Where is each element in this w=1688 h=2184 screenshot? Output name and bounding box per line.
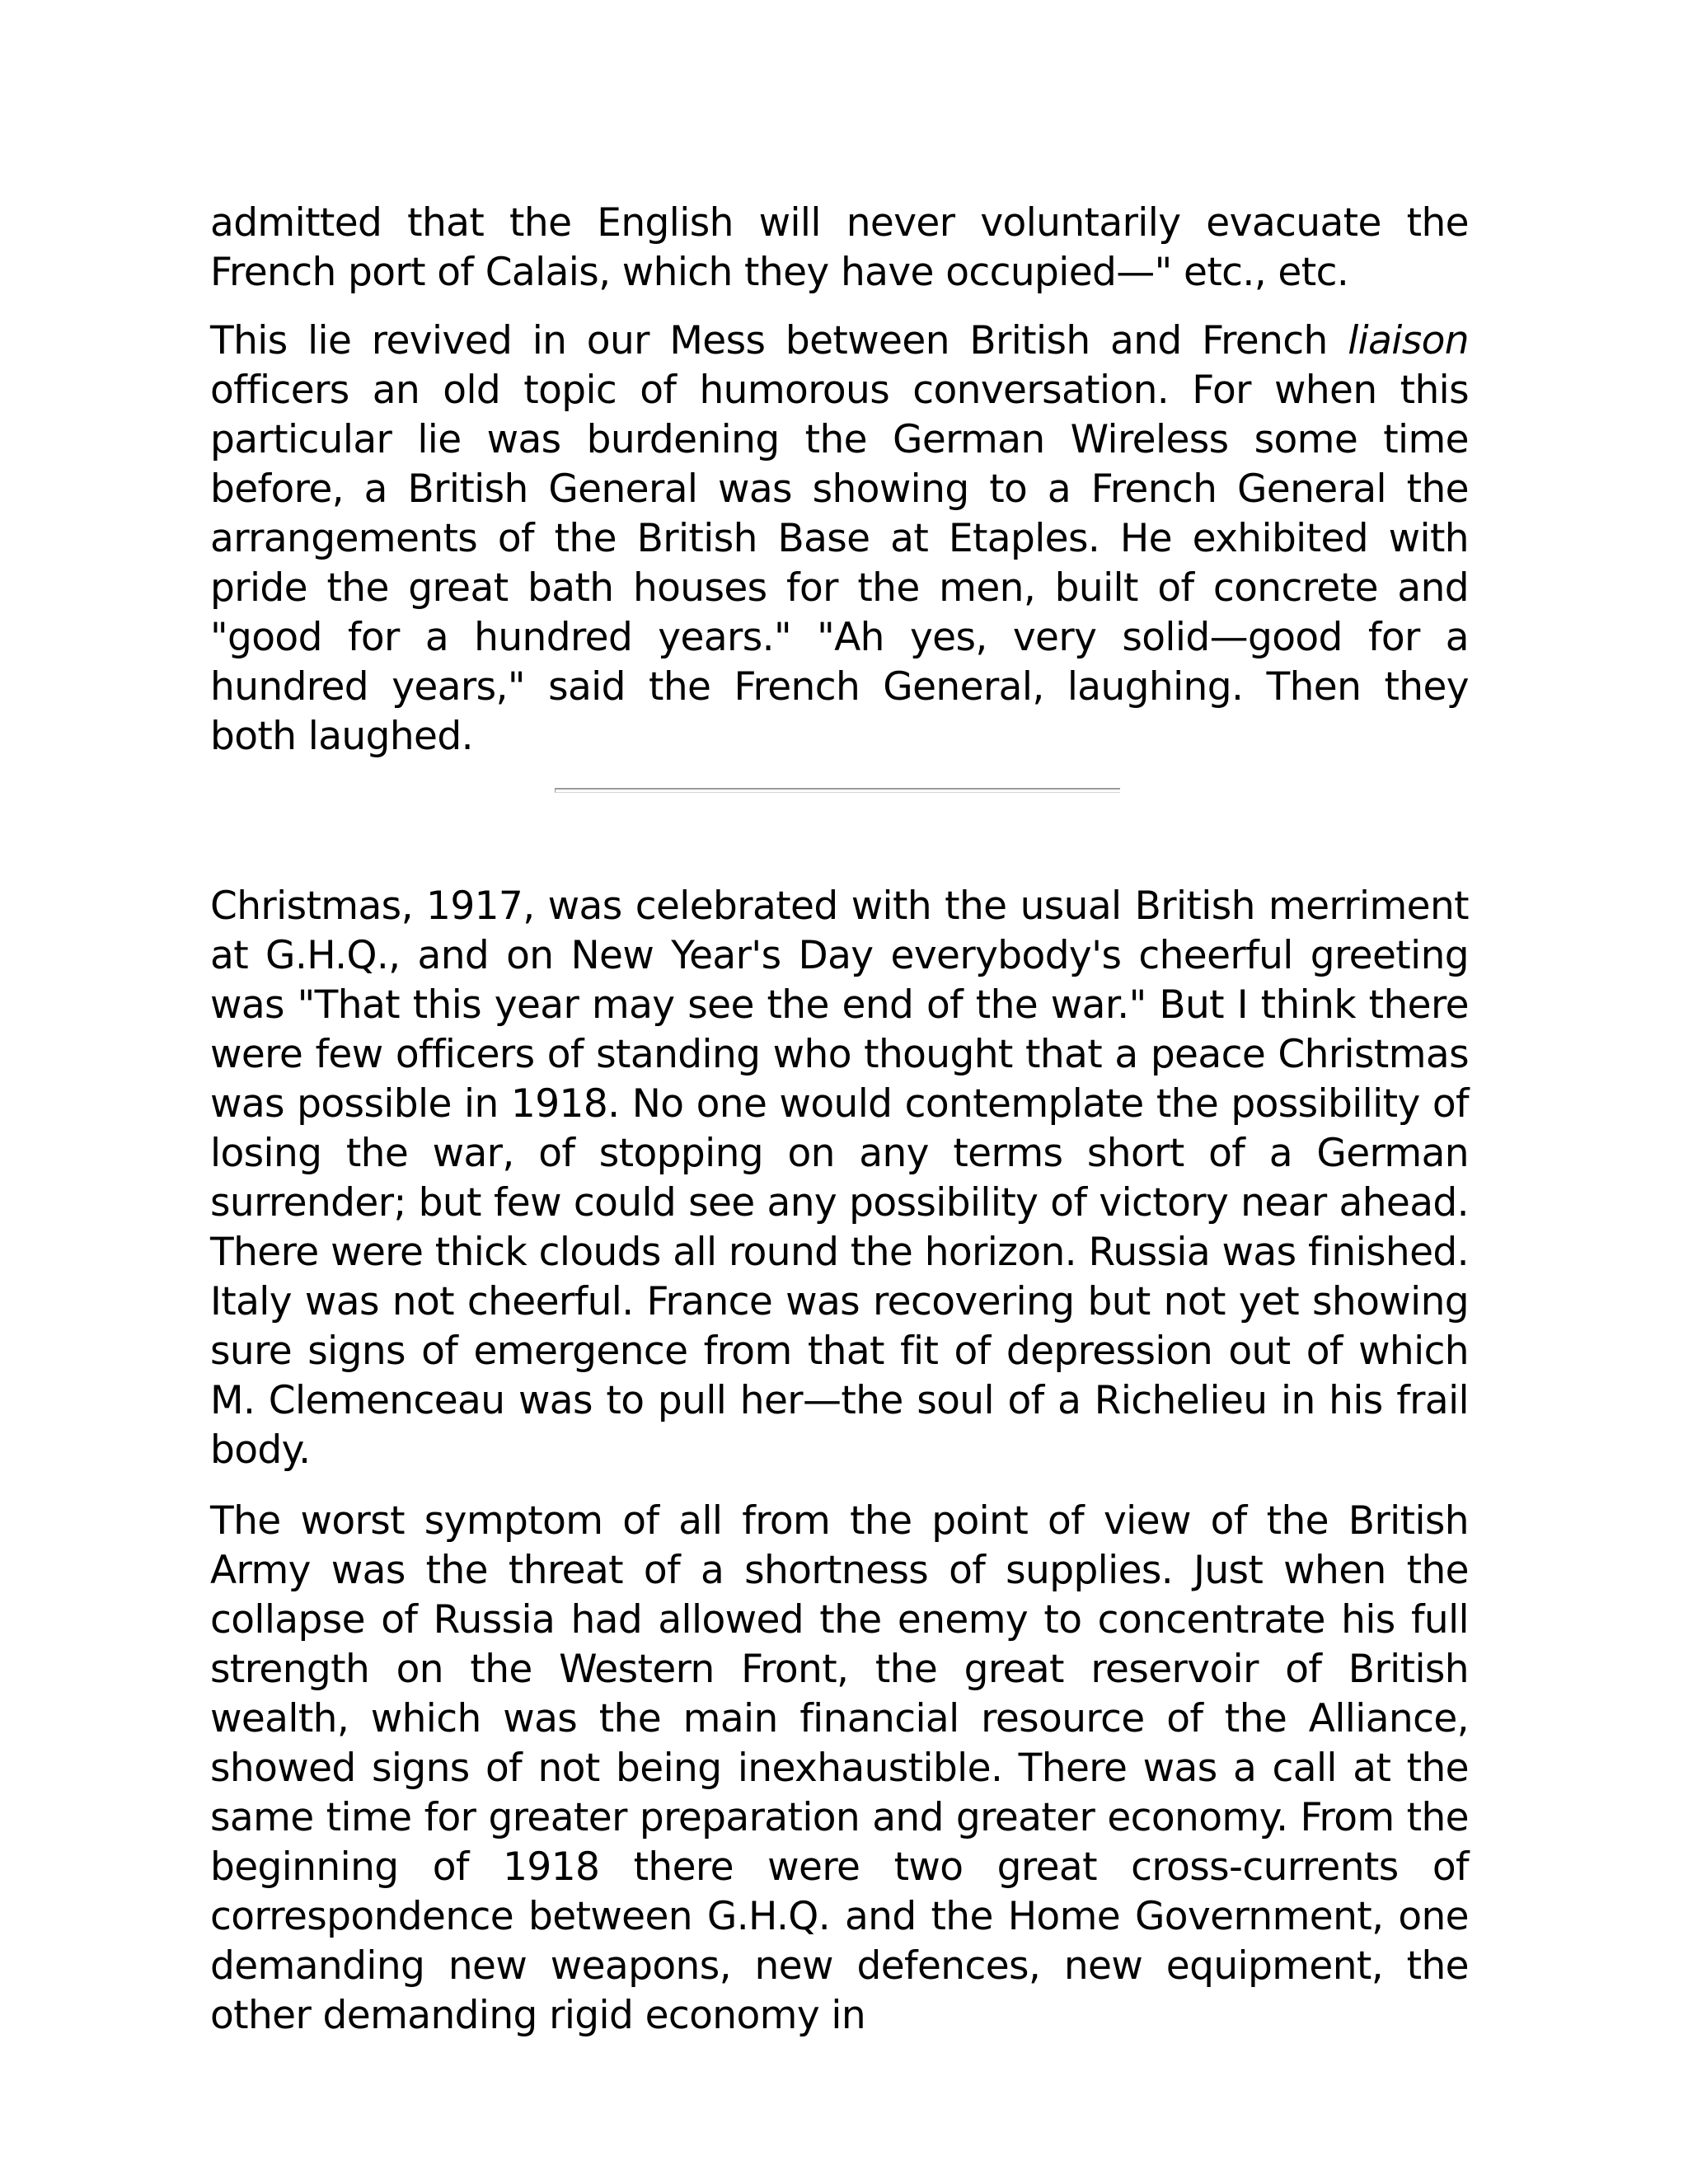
section-divider (555, 788, 1120, 793)
page-top-section (210, 199, 1469, 762)
paragraph-2 (210, 316, 1469, 762)
paragraph-2-rest: officers an old topic of humorous conversation. For when this particular lie was burdening the German Wireless some time before, a British General was showing to a French General the arrangements of the British Base at Etaples. He exhibited with pride the great bath houses for the men, built of concrete and "good for a hundred years." "Ah yes, very solid—good for a hundred years," said the French General, laughing. Then they both laughed. (210, 368, 1469, 759)
paragraph-2-start: This lie revived in our Mess between British and French (210, 318, 1348, 363)
paragraph-4: The worst symptom of all from the point of view of the British Army was the threat of a shortness of supplies. Just when the collapse of Russia had allowed the enemy to concentrate his full strength on the Western Front, the great reservoir of British wealth, which was the main financial resource of the Alliance, showed signs of not being inexhaustible. There was a call at the same time for greater preparation and greater economy. From the beginning of 1918 there were two great cross-currents of correspondence between G.H.Q. and the Home Government, one demanding new weapons, new defences, new equipment, the other demanding rigid economy in (210, 1498, 1469, 2038)
page-bottom-section (210, 882, 1469, 2041)
italic-word-liaison: liaison (1348, 318, 1469, 363)
paragraph-1: admitted that the English will never voluntarily evacuate the French port of Calais, which they have occupied—" etc., etc. (210, 200, 1469, 295)
paragraph-3: Christmas, 1917, was celebrated with the usual British merriment at G.H.Q., and on New Year's Day everybody's cheerful greeting was "That this year may see the end of the war." But I think there were few officers of standing who thought that a peace Christmas was possible in 1918. No one would contemplate the possibility of losing the war, of stopping on any terms short of a German surrender; but few could see any possibility of victory near ahead. There were thick clouds all round the horizon. Russia was finished. Italy was not cheerful. France was recovering but not yet showing sure signs of emergence from that fit of depression out of which M. Clemenceau was to pull her—the soul of a Richelieu in his frail body. (210, 883, 1469, 1473)
